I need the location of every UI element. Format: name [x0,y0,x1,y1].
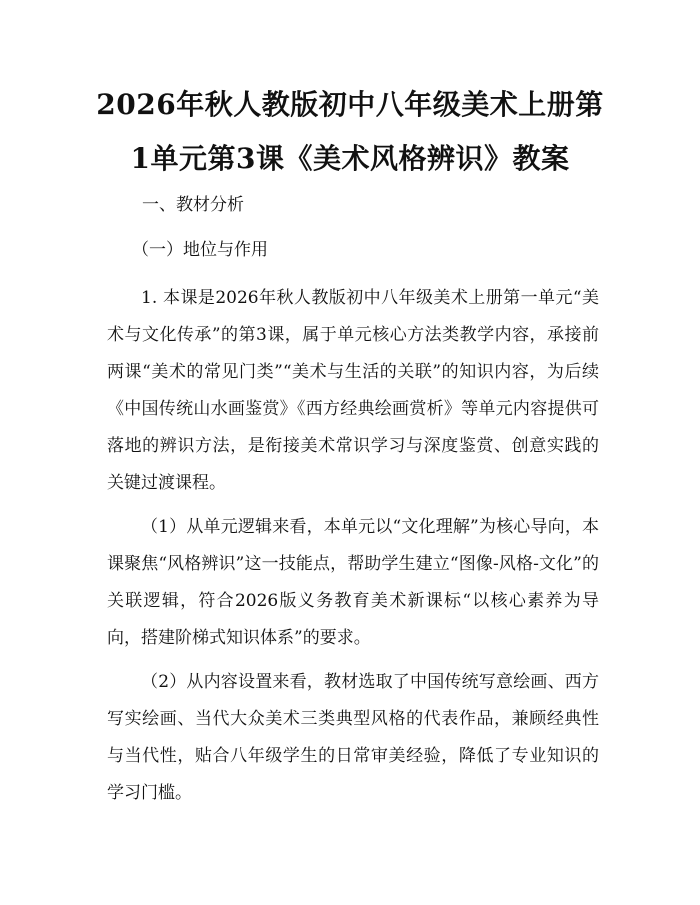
paragraph-course-position: 1. 本课是2026年秋人教版初中八年级美术上册第一单元“美术与文化传承”的第3课，属于单元核心方法类教学内容，承接前两课“美术的常见门类”“美术与生活的关联”的知识内容，为后续《中国传统山水画鉴赏》《西方经典绘画赏析》等单元内容提供可落地的辨识方法，是衔接美术常识学习与深度鉴赏、创意实践的关键过渡课程。 [107,288,599,493]
subsection-heading-position-role: （一）地位与作用 [132,240,268,260]
section-heading-materials-analysis: 一、教材分析 [142,195,244,215]
paragraph-unit-logic: （1）从单元逻辑来看，本单元以“文化理解”为核心导向，本课聚焦“风格辨识”这一技能点，帮助学生建立“图像-风格-文化”的关联逻辑，符合2026版义务教育美术新课标“以核心素养为导向，搭建阶梯式知识体系”的要求。 [107,517,599,648]
paragraph-content-setting: （2）从内容设置来看，教材选取了中国传统写意绘画、西方写实绘画、当代大众美术三类典型风格的代表作品，兼顾经典性与当代性，贴合八年级学生的日常审美经验，降低了专业知识的学习门槛。 [107,672,599,803]
document-title: 2026年秋人教版初中八年级美术上册第1单元第3课《美术风格辨识》教案 [96,88,604,175]
